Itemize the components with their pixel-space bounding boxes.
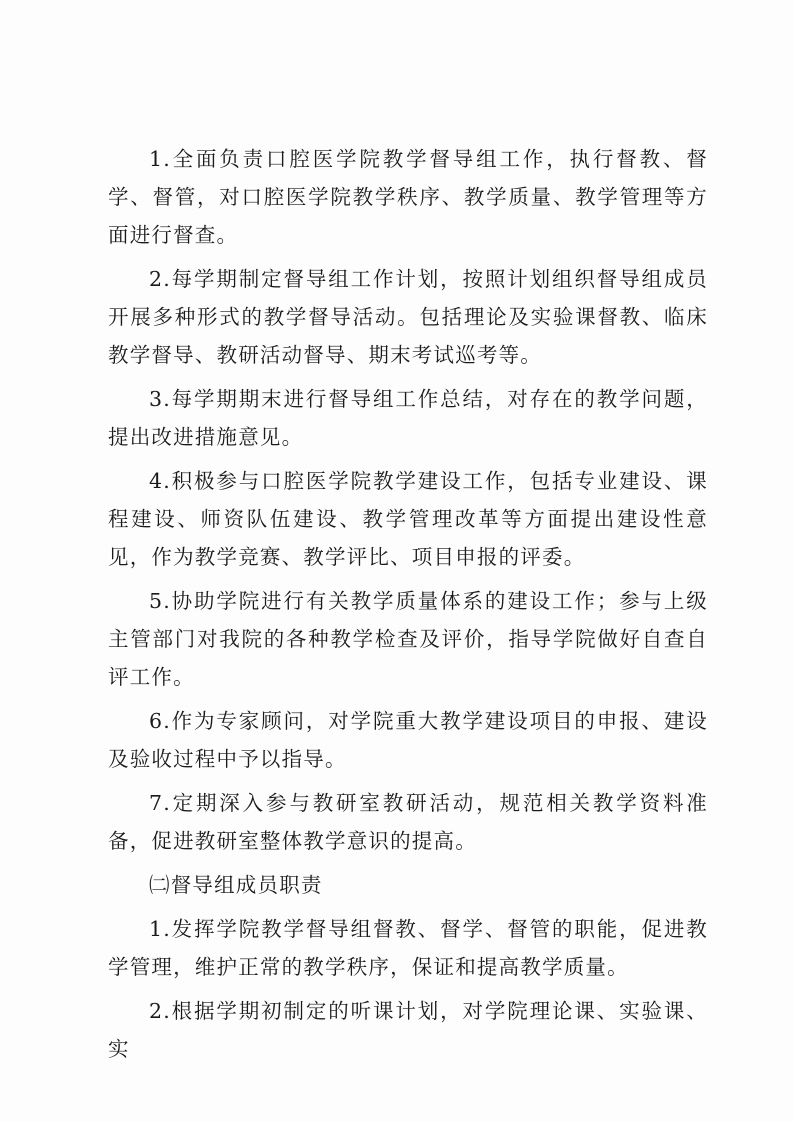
member-paragraph-1: 1.发挥学院教学督导组督教、督学、督管的职能，促进教学管理，维护正常的教学秩序，保证和提高教学质量。 [108,917,708,979]
member-paragraph-2: 2.根据学期初制定的听课计划，对学院理论课、实验课、实 [108,999,708,1061]
duty-paragraph-7: 7.定期深入参与教研室教研活动，规范相关教学资料准备，促进教研室整体教学意识的提高。 [108,791,708,853]
duty-paragraph-1: 1.全面负责口腔医学院教学督导组工作，执行督教、督学、督管，对口腔医学院教学秩序、教学质量、教学管理等方面进行督查。 [108,147,708,247]
duty-paragraph-6: 6.作为专家顾问，对学院重大教学建设项目的申报、建设及验收过程中予以指导。 [108,709,708,771]
duty-paragraph-3: 3.每学期期末进行督导组工作总结，对存在的教学问题，提出改进措施意见。 [108,387,708,449]
duty-paragraph-2: 2.每学期制定督导组工作计划，按照计划组织督导组成员开展多种形式的教学督导活动。包括理论及实验课督教、临床教学督导、教研活动督导、期末考试巡考等。 [108,267,708,367]
section-heading: ㈡督导组成员职责 [149,873,323,897]
document-body [108,140,708,1074]
duty-paragraph-4: 4.积极参与口腔医学院教学建设工作，包括专业建设、课程建设、师资队伍建设、教学管理改革等方面提出建设性意见，作为教学竞赛、教学评比、项目申报的评委。 [108,469,708,569]
duty-paragraph-5: 5.协助学院进行有关教学质量体系的建设工作；参与上级主管部门对我院的各种教学检查及评价，指导学院做好自查自评工作。 [108,589,708,689]
